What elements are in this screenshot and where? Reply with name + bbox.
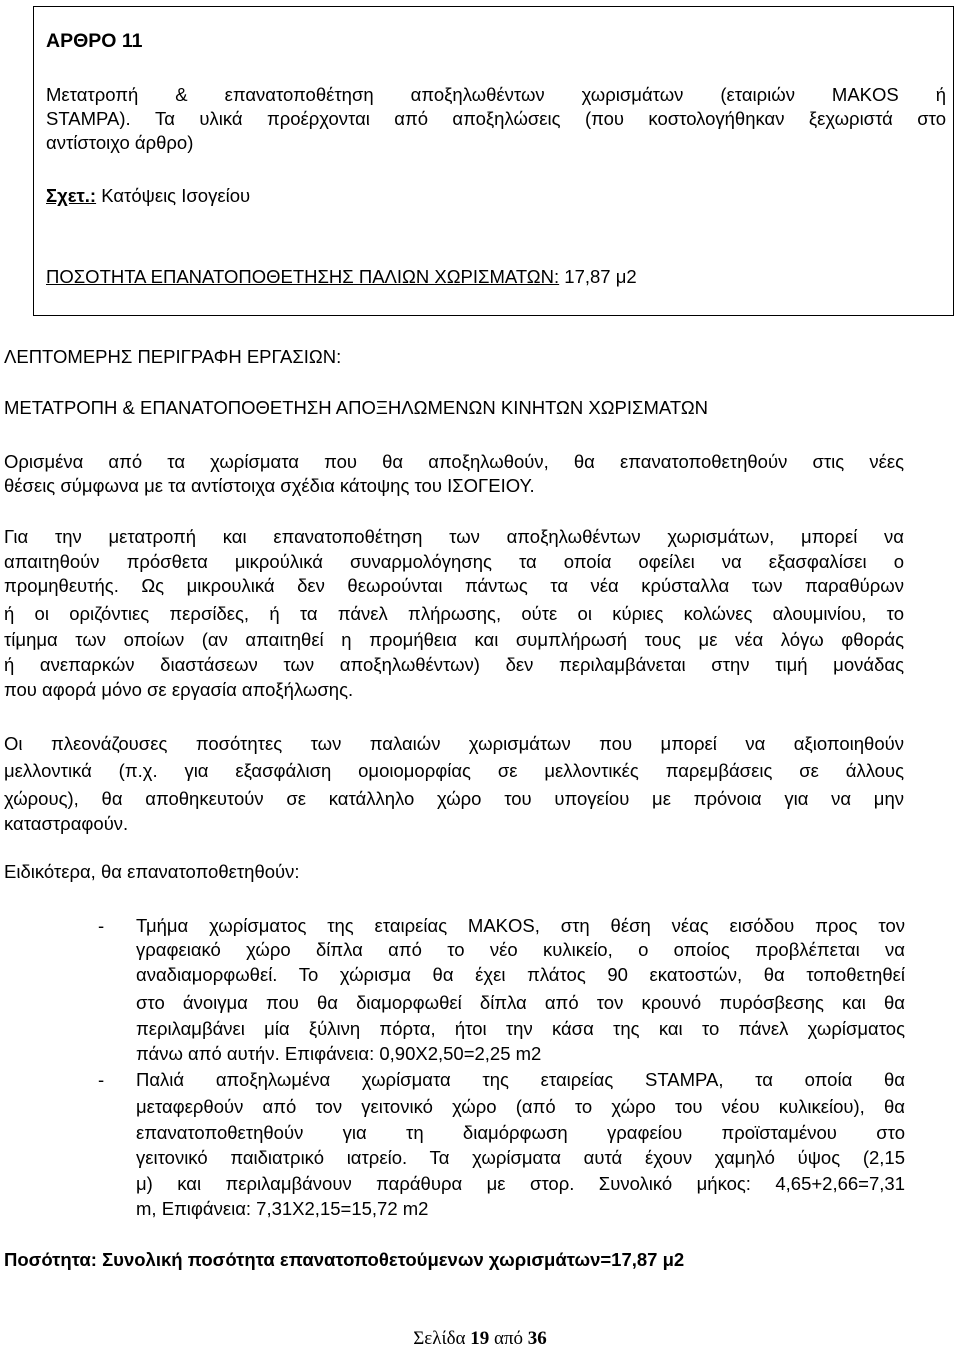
paragraph-line: Ειδικότερα, θα επανατοποθετηθούν: <box>4 861 300 882</box>
paragraph-line: χώρους), θα αποθηκευτούν σε κατάλληλο χώρο του υπογείου με πρόνοια για να μην <box>4 788 904 809</box>
bullet-line: περιλαμβάνει μία ξύλινη πόρτα, ήτοι την κάσα της και το πάνελ χωρίσματος <box>136 1018 905 1039</box>
page-total: 36 <box>527 1328 547 1349</box>
paragraph-line: Για την μετατροπή και επανατοποθέτηση των αποξηλωθέντων χωρισμάτων, μπορεί να <box>4 526 904 547</box>
article-quantity <box>46 264 637 290</box>
page-prefix: Σελίδα <box>413 1328 471 1349</box>
paragraph-line: ή οι οριζόντιες περσίδες, ή τα πάνελ πλήρωσης, ούτε οι κύριες κολώνες αλουμινίου, το <box>4 603 904 624</box>
bullet-dash: - <box>98 1069 105 1090</box>
bullet-line: επανατοποθετηθούν για τη διαμόρφωση γραφείου προϊσταμένου στο <box>136 1122 905 1143</box>
bullet-line: αναδιαμορφωθεί. Το χώρισμα θα έχει πλάτος 90 εκατοστών, θα τοποθετηθεί <box>136 964 905 985</box>
paragraph-line: προμηθευτής. Ως μικρουλικά δεν θεωρούνται πάντως τα νέα κρύσταλλα των παραθύρων <box>4 575 904 596</box>
bullet-line: γειτονικό παιδιατρικό ιατρείο. Τα χωρίσματα αυτά έχουν χαμηλό ύψος (2,15 <box>136 1147 905 1168</box>
paragraph-line: καταστραφούν. <box>4 813 129 834</box>
article-title: ΑΡΘΡΟ 11 <box>46 30 143 52</box>
bullet-line: στο άνοιγμα που θα διαμορφωθεί δίπλα από τον κρουνό πυρόσβεσης και θα <box>136 992 905 1013</box>
article-desc-line: αντίστοιχο άρθρο) <box>46 132 194 153</box>
page-number <box>0 1328 960 1350</box>
bullet-line: Παλιά αποξηλωμένα χωρίσματα της εταιρείας STAMPA, τα οποία θα <box>136 1069 905 1090</box>
bullet-line: μεταφερθούν από τον γειτονικό χώρο (από το χώρο του νέου κυλικείου), θα <box>136 1096 905 1117</box>
bullet-line: m, Επιφάνεια: 7,31Χ2,15=15,72 m2 <box>136 1198 429 1219</box>
reference-label: Σχετ.: <box>46 185 97 206</box>
quantity-label: ΠΟΣΟΤΗΤΑ ΕΠΑΝΑΤΟΠΟΘΕΤΗΣΗΣ ΠΑΛΙΩΝ ΧΩΡΙΣΜΑΤΩΝ: <box>46 266 560 287</box>
bullet-dash: - <box>98 915 105 936</box>
paragraph-line: μελλοντικά (π.χ. για εξασφάλιση ομοιομορφίας σε μελλοντικές παρεμβάσεις σε άλλους <box>4 760 904 781</box>
total-quantity: Ποσότητα: Συνολική ποσότητα επανατοποθετούμενων χωρισμάτων=17,87 μ2 <box>4 1249 685 1270</box>
paragraph-line: τίμημα των οποίων (αν απαιτηθεί η προμήθεια και συμπλήρωσή τους με νέα λόγω φθοράς <box>4 629 904 650</box>
bullet-line: γραφειακό χώρο δίπλα από το νέο κυλικείο, ο οποίος προβλέπεται να <box>136 939 905 960</box>
article-reference <box>46 183 250 209</box>
quantity-value: 17,87 μ2 <box>559 266 637 287</box>
details-heading: ΛΕΠΤΟΜΕΡΗΣ ΠΕΡΙΓΡΑΦΗ ΕΡΓΑΣΙΩΝ: <box>4 346 342 367</box>
article-desc-line: STAMPA). Τα υλικά προέρχονται από αποξηλώσεις (που κοστολογήθηκαν ξεχωριστά στο <box>46 108 946 129</box>
bullet-line: μ) και περιλαμβάνουν παράθυρα με στορ. Συνολικό μήκος: 4,65+2,66=7,31 <box>136 1173 905 1194</box>
bullet-line: πάνω από αυτήν. Επιφάνεια: 0,90Χ2,50=2,25 m2 <box>136 1043 542 1064</box>
paragraph-line: που αφορά μόνο σε εργασία αποξήλωσης. <box>4 679 354 700</box>
paragraph-line: Οι πλεονάζουσες ποσότητες των παλαιών χωρισμάτων που μπορεί να αξιοποιηθούν <box>4 733 904 754</box>
page-current: 19 <box>470 1328 490 1349</box>
bullet-line: Τμήμα χωρίσματος της εταιρείας MAKOS, στη θέση νέας εισόδου προς τον <box>136 915 905 936</box>
details-subheading: ΜΕΤΑΤΡΟΠΗ & ΕΠΑΝΑΤΟΠΟΘΕΤΗΣΗ ΑΠΟΞΗΛΩΜΕΝΩΝ ΚΙΝΗΤΩΝ ΧΩΡΙΣΜΑΤΩΝ <box>4 397 709 418</box>
page-sep: από <box>489 1328 528 1349</box>
paragraph-line: ή ανεπαρκών διαστάσεων των αποξηλωθέντων) δεν περιλαμβάνεται στην τιμή μονάδας <box>4 654 904 675</box>
paragraph-line: θέσεις σύμφωνα με τα αντίστοιχα σχέδια κάτοψης του ΙΣΟΓΕΙΟΥ. <box>4 475 535 496</box>
reference-value: Κατόψεις Ισογείου <box>96 185 251 206</box>
paragraph-line: Ορισμένα από τα χωρίσματα που θα αποξηλωθούν, θα επανατοποθετηθούν στις νέες <box>4 451 904 472</box>
article-desc-line: Μετατροπή & επανατοποθέτηση αποξηλωθέντων χωρισμάτων (εταιριών MAKOS ή <box>46 84 946 105</box>
paragraph-line: απαιτηθούν πρόσθετα μικρούλικά συναρμολόγησης τα οποία οφείλει να εξασφαλίσει ο <box>4 551 904 572</box>
